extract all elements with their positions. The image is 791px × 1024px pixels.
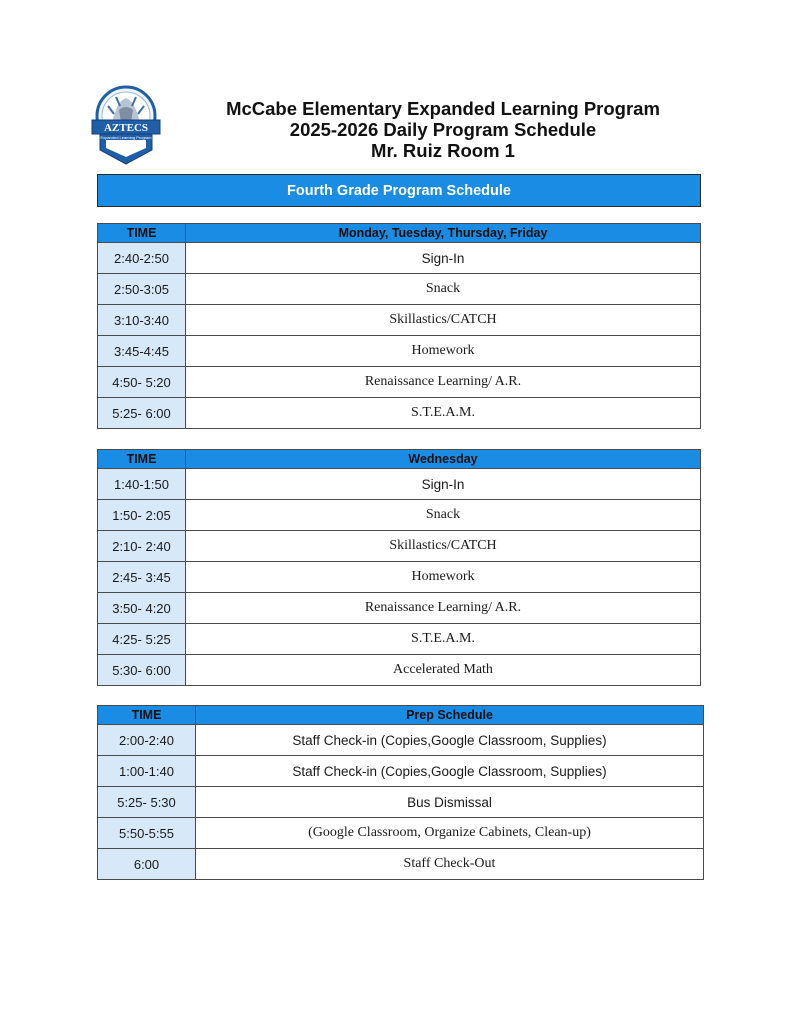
table-row: [98, 818, 704, 849]
time-cell: 5:25- 5:30: [98, 787, 196, 818]
days-column-header: Monday, Tuesday, Thursday, Friday: [186, 224, 701, 243]
activity-cell: Renaissance Learning/ A.R.: [186, 593, 701, 624]
table-row: [98, 398, 701, 429]
time-cell: 3:50- 4:20: [98, 593, 186, 624]
activity-cell: Sign-In: [186, 243, 701, 274]
activity-cell: Staff Check-Out: [196, 849, 704, 880]
activity-cell: Renaissance Learning/ A.R.: [186, 367, 701, 398]
time-column-header: TIME: [98, 706, 196, 725]
table-row: [98, 655, 701, 686]
time-cell: 4:50- 5:20: [98, 367, 186, 398]
table-row: [98, 336, 701, 367]
table-header-row: [98, 706, 704, 725]
table-row: [98, 531, 701, 562]
table-row: [98, 367, 701, 398]
time-cell: 5:50-5:55: [98, 818, 196, 849]
wednesday-schedule-table: [97, 449, 701, 686]
days-column-header: Prep Schedule: [196, 706, 704, 725]
logo-subtext: Expanded Learning Program: [100, 135, 152, 140]
activity-cell: Bus Dismissal: [196, 787, 704, 818]
activity-cell: Snack: [186, 274, 701, 305]
time-cell: 6:00: [98, 849, 196, 880]
room-title: Mr. Ruiz Room 1: [371, 140, 515, 161]
activity-cell: S.T.E.A.M.: [186, 398, 701, 429]
time-cell: 4:25- 5:25: [98, 624, 186, 655]
activity-cell: Snack: [186, 500, 701, 531]
time-cell: 2:40-2:50: [98, 243, 186, 274]
table-row: [98, 593, 701, 624]
time-column-header: TIME: [98, 224, 186, 243]
time-cell: 2:00-2:40: [98, 725, 196, 756]
weekday-schedule-table: [97, 223, 701, 429]
activity-cell: Homework: [186, 562, 701, 593]
table-row: [98, 624, 701, 655]
document-header: [200, 98, 686, 161]
table-row: [98, 756, 704, 787]
table-row: [98, 849, 704, 880]
aztecs-logo: [86, 84, 166, 170]
table-header-row: [98, 224, 701, 243]
table-row: [98, 787, 704, 818]
table-row: [98, 500, 701, 531]
time-cell: 3:45-4:45: [98, 336, 186, 367]
days-column-header: Wednesday: [186, 450, 701, 469]
prep-schedule-table: [97, 705, 704, 880]
time-column-header: TIME: [98, 450, 186, 469]
table-header-row: [98, 450, 701, 469]
logo-text: AZTECS: [103, 122, 149, 134]
time-cell: 1:00-1:40: [98, 756, 196, 787]
time-cell: 1:40-1:50: [98, 469, 186, 500]
grade-banner: Fourth Grade Program Schedule: [97, 174, 701, 207]
activity-cell: Staff Check-in (Copies,Google Classroom, Supplies): [196, 756, 704, 787]
activity-cell: Accelerated Math: [186, 655, 701, 686]
activity-cell: Skillastics/CATCH: [186, 531, 701, 562]
time-cell: 5:25- 6:00: [98, 398, 186, 429]
time-cell: 2:50-3:05: [98, 274, 186, 305]
time-cell: 1:50- 2:05: [98, 500, 186, 531]
table-row: [98, 469, 701, 500]
table-row: [98, 305, 701, 336]
schedule-title: 2025-2026 Daily Program Schedule: [289, 119, 597, 140]
activity-cell: Skillastics/CATCH: [186, 305, 701, 336]
table-row: [98, 274, 701, 305]
activity-cell: S.T.E.A.M.: [186, 624, 701, 655]
activity-cell: Staff Check-in (Copies,Google Classroom, Supplies): [196, 725, 704, 756]
table-row: [98, 725, 704, 756]
activity-cell: Homework: [186, 336, 701, 367]
table-row: [98, 243, 701, 274]
activity-cell: Sign-In: [186, 469, 701, 500]
table-row: [98, 562, 701, 593]
time-cell: 3:10-3:40: [98, 305, 186, 336]
activity-cell: (Google Classroom, Organize Cabinets, Clean-up): [196, 818, 704, 849]
program-title: McCabe Elementary Expanded Learning Program: [226, 98, 660, 119]
time-cell: 2:10- 2:40: [98, 531, 186, 562]
time-cell: 5:30- 6:00: [98, 655, 186, 686]
time-cell: 2:45- 3:45: [98, 562, 186, 593]
